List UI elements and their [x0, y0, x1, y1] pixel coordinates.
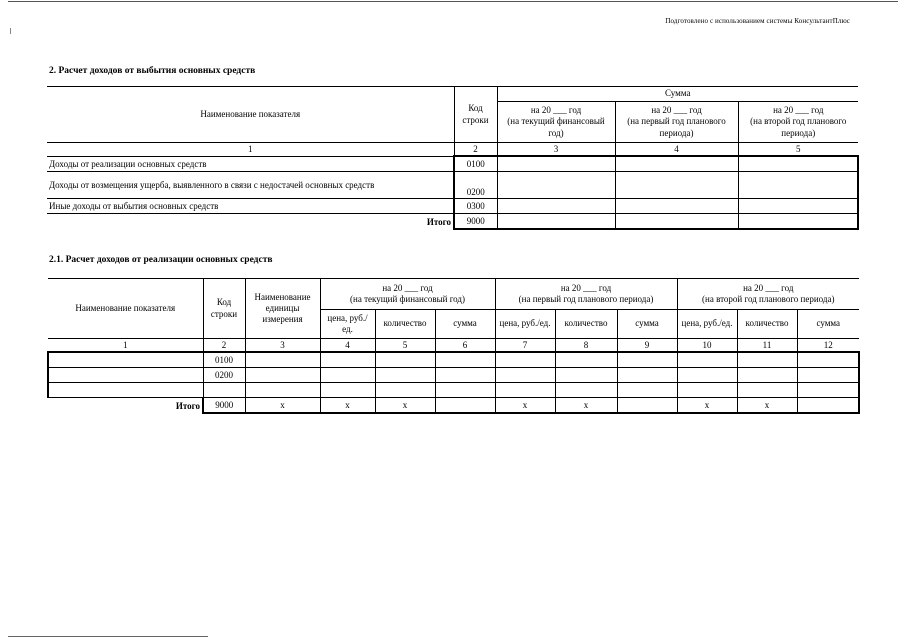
value-cell[interactable] — [375, 352, 435, 368]
value-cell[interactable] — [435, 383, 495, 398]
value-cell[interactable] — [617, 368, 677, 383]
row-code: 0100 — [203, 352, 245, 368]
value-cell[interactable] — [320, 383, 375, 398]
unit-cell[interactable] — [245, 368, 320, 383]
sub-header-price: цена, руб./ед. — [677, 310, 737, 339]
row-code: 0200 — [454, 172, 497, 199]
value-cell[interactable] — [617, 352, 677, 368]
col-header-sum: Сумма — [497, 87, 858, 102]
unit-cell[interactable] — [245, 383, 320, 398]
x-mark: х — [555, 398, 617, 414]
sub-header-quantity: количество — [375, 310, 435, 339]
value-cell[interactable] — [677, 383, 737, 398]
value-cell[interactable] — [615, 156, 738, 172]
col-header-name: Наименование показателя — [47, 87, 454, 143]
value-cell[interactable] — [797, 398, 859, 414]
period-header-first-plan: на 20 ___ год (на первый год планового периода) — [615, 102, 738, 143]
section-title-sales-of-fixed-assets: 2.1. Расчет доходов от реализации основных средств — [49, 255, 273, 265]
section-title-fixed-assets-disposal: 2. Расчет доходов от выбытия основных средств — [49, 66, 256, 76]
table-row — [47, 172, 858, 199]
value-cell[interactable] — [738, 199, 858, 214]
value-cell[interactable] — [497, 172, 615, 199]
x-mark: х — [677, 398, 737, 414]
row-code: 0300 — [454, 199, 497, 214]
row-code — [203, 383, 245, 398]
value-cell[interactable] — [435, 352, 495, 368]
margin-mark — [10, 28, 11, 34]
period-header-current: на 20 ___ год (на текущий финансовый год) — [320, 279, 495, 310]
value-cell[interactable] — [555, 368, 617, 383]
value-cell[interactable] — [495, 352, 555, 368]
value-cell[interactable] — [320, 352, 375, 368]
value-cell[interactable] — [320, 368, 375, 383]
column-number: 12 — [797, 339, 859, 353]
total-code: 9000 — [454, 214, 497, 230]
x-mark: х — [245, 398, 320, 414]
value-cell[interactable] — [797, 352, 859, 368]
column-number: 2 — [454, 143, 497, 157]
value-cell[interactable] — [738, 214, 858, 230]
value-cell[interactable] — [495, 383, 555, 398]
column-number: 11 — [737, 339, 797, 353]
value-cell[interactable] — [737, 368, 797, 383]
period-header-second-plan: на 20 ___ год (на второй год планового периода) — [738, 102, 858, 143]
value-cell[interactable] — [555, 352, 617, 368]
value-cell[interactable] — [375, 368, 435, 383]
value-cell[interactable] — [677, 352, 737, 368]
sub-header-price: цена, руб./ед. — [495, 310, 555, 339]
value-cell[interactable] — [615, 172, 738, 199]
value-cell[interactable] — [797, 383, 859, 398]
value-cell[interactable] — [375, 383, 435, 398]
total-label: Итого — [48, 398, 203, 414]
col-header-name: Наименование показателя — [48, 279, 203, 339]
top-rule — [8, 1, 898, 2]
column-number: 9 — [617, 339, 677, 353]
table-row — [48, 368, 859, 383]
value-cell[interactable] — [615, 199, 738, 214]
value-cell[interactable] — [738, 156, 858, 172]
column-number: 8 — [555, 339, 617, 353]
sub-header-price: цена, руб./ед. — [320, 310, 375, 339]
total-label: Итого — [426, 216, 451, 227]
table-row — [48, 383, 859, 398]
consultant-plus-note: Подготовлено с использованием системы КонсультантПлюс — [665, 17, 850, 25]
column-number: 2 — [203, 339, 245, 353]
column-number: 1 — [48, 339, 203, 353]
period-header-second-plan: на 20 ___ год (на второй год планового периода) — [677, 279, 859, 310]
row-name[interactable] — [48, 383, 203, 398]
row-code: 0100 — [454, 156, 497, 172]
value-cell[interactable] — [497, 199, 615, 214]
column-number: 4 — [320, 339, 375, 353]
col-header-unit: Наименование единицы измерения — [245, 279, 320, 339]
value-cell[interactable] — [435, 368, 495, 383]
column-number: 10 — [677, 339, 737, 353]
x-mark: х — [495, 398, 555, 414]
x-mark: х — [375, 398, 435, 414]
period-header-first-plan: на 20 ___ год (на первый год планового периода) — [495, 279, 677, 310]
value-cell[interactable] — [737, 383, 797, 398]
row-name[interactable] — [48, 368, 203, 383]
col-header-code: Код строки — [454, 87, 497, 143]
sub-header-quantity: количество — [737, 310, 797, 339]
value-cell[interactable] — [555, 383, 617, 398]
total-code: 9000 — [203, 398, 245, 414]
table-row — [48, 352, 859, 368]
fixed-assets-sales-table — [47, 278, 860, 414]
x-mark: х — [737, 398, 797, 414]
column-number: 3 — [245, 339, 320, 353]
value-cell[interactable] — [737, 352, 797, 368]
value-cell[interactable] — [797, 368, 859, 383]
column-number: 1 — [47, 143, 454, 157]
sub-header-sum: сумма — [435, 310, 495, 339]
column-number: 5 — [738, 143, 858, 157]
table-row — [47, 199, 858, 214]
column-number: 5 — [375, 339, 435, 353]
value-cell[interactable] — [497, 214, 615, 230]
value-cell[interactable] — [617, 398, 677, 414]
value-cell[interactable] — [497, 156, 615, 172]
x-mark: х — [320, 398, 375, 414]
table-row — [47, 156, 858, 172]
value-cell[interactable] — [615, 214, 738, 230]
column-number: 4 — [615, 143, 738, 157]
row-name: Доходы от реализации основных средств — [47, 156, 454, 172]
fixed-assets-disposal-table — [47, 86, 859, 230]
bottom-rule — [8, 636, 208, 637]
col-header-code: Код строки — [203, 279, 245, 339]
column-number: 7 — [495, 339, 555, 353]
sub-header-quantity: количество — [555, 310, 617, 339]
period-header-current: на 20 ___ год (на текущий финансовый год) — [497, 102, 615, 143]
total-row — [47, 214, 858, 230]
value-cell[interactable] — [738, 172, 858, 199]
value-cell[interactable] — [495, 368, 555, 383]
row-code: 0200 — [203, 368, 245, 383]
sub-header-sum: сумма — [797, 310, 859, 339]
row-name: Иные доходы от выбытия основных средств — [47, 199, 454, 214]
sub-header-sum: сумма — [617, 310, 677, 339]
value-cell[interactable] — [435, 398, 495, 414]
total-row — [48, 398, 859, 414]
row-name: Доходы от возмещения ущерба, выявленного в связи с недостачей основных средств — [47, 172, 454, 199]
value-cell[interactable] — [617, 383, 677, 398]
column-number: 6 — [435, 339, 495, 353]
column-number: 3 — [497, 143, 615, 157]
row-name[interactable] — [48, 352, 203, 368]
value-cell[interactable] — [677, 368, 737, 383]
unit-cell[interactable] — [245, 352, 320, 368]
